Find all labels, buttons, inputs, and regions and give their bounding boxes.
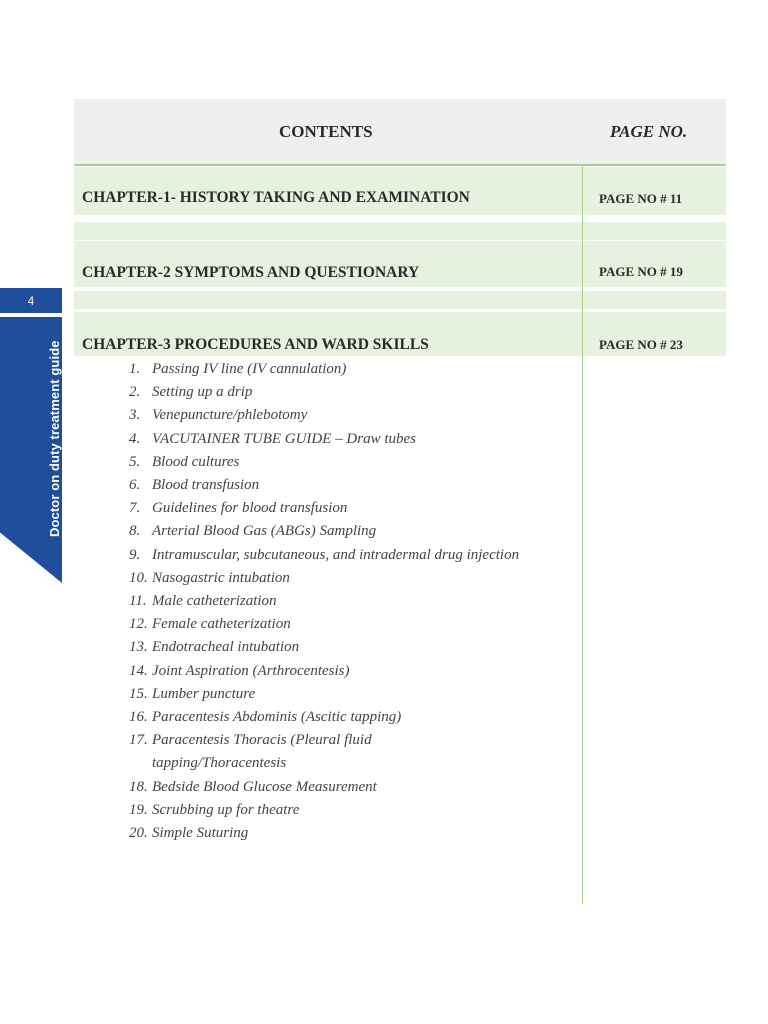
list-item[interactable]: 3. Venepuncture/phlebotomy <box>129 407 308 424</box>
list-item[interactable]: 18. Bedside Blood Glucose Measurement <box>129 778 377 795</box>
list-item[interactable]: 16. Paracentesis Abdominis (Ascitic tapping) <box>129 709 402 726</box>
contents-heading: CONTENTS <box>279 122 373 141</box>
list-item[interactable]: 17. Paracentesis Thoracis (Pleural fluid tapping/Thoracentesis <box>129 732 372 772</box>
chapter-2-title[interactable]: CHAPTER-2 SYMPTOMS AND QUESTIONARY <box>82 264 420 281</box>
spacer-band-2 <box>74 291 726 309</box>
list-item[interactable]: 14. Joint Aspiration (Arthrocentesis) <box>129 662 350 679</box>
spacer-band-1 <box>74 222 726 240</box>
list-item[interactable]: 15. Lumber puncture <box>129 685 256 702</box>
list-item[interactable]: 8. Arterial Blood Gas (ABGs) Sampling <box>129 523 377 540</box>
list-item[interactable]: 6. Blood transfusion <box>129 477 260 494</box>
side-page-number: 4 <box>0 288 62 313</box>
list-item[interactable]: 2. Setting up a drip <box>129 384 253 401</box>
chapter-3-page: PAGE NO # 23 <box>599 337 683 352</box>
list-item[interactable]: 19. Scrubbing up for theatre <box>129 801 300 818</box>
chapter-2-page: PAGE NO # 19 <box>599 264 683 279</box>
list-item[interactable]: 12. Female catheterization <box>129 616 291 633</box>
chapter-3-item-list <box>129 358 579 845</box>
page-no-heading: PAGE NO. <box>610 122 688 141</box>
chapter-1-page: PAGE NO # 11 <box>599 191 683 206</box>
list-item[interactable]: 1. Passing IV line (IV cannulation) <box>129 361 347 377</box>
contents-header-row <box>74 99 726 166</box>
list-item[interactable]: 4. VACUTAINER TUBE GUIDE – Draw tubes <box>129 430 417 447</box>
list-item[interactable]: 11. Male catheterization <box>129 593 277 610</box>
chapter-1-title[interactable]: CHAPTER-1- HISTORY TAKING AND EXAMINATION <box>82 189 470 206</box>
column-divider <box>582 166 583 904</box>
list-item[interactable]: 7. Guidelines for blood transfusion <box>129 500 348 517</box>
list-item[interactable]: 10. Nasogastric intubation <box>129 569 290 586</box>
list-item[interactable]: 20. Simple Suturing <box>129 825 249 842</box>
chapter-3-title[interactable]: CHAPTER-3 PROCEDURES AND WARD SKILLS <box>82 336 429 353</box>
list-item[interactable]: 9. Intramuscular, subcutaneous, and intradermal drug injection <box>129 546 520 563</box>
side-book-title: Doctor on duty treatment guide <box>47 340 62 537</box>
list-item[interactable]: 5. Blood cultures <box>129 453 240 470</box>
list-item[interactable]: 13. Endotracheal intubation <box>129 639 300 656</box>
